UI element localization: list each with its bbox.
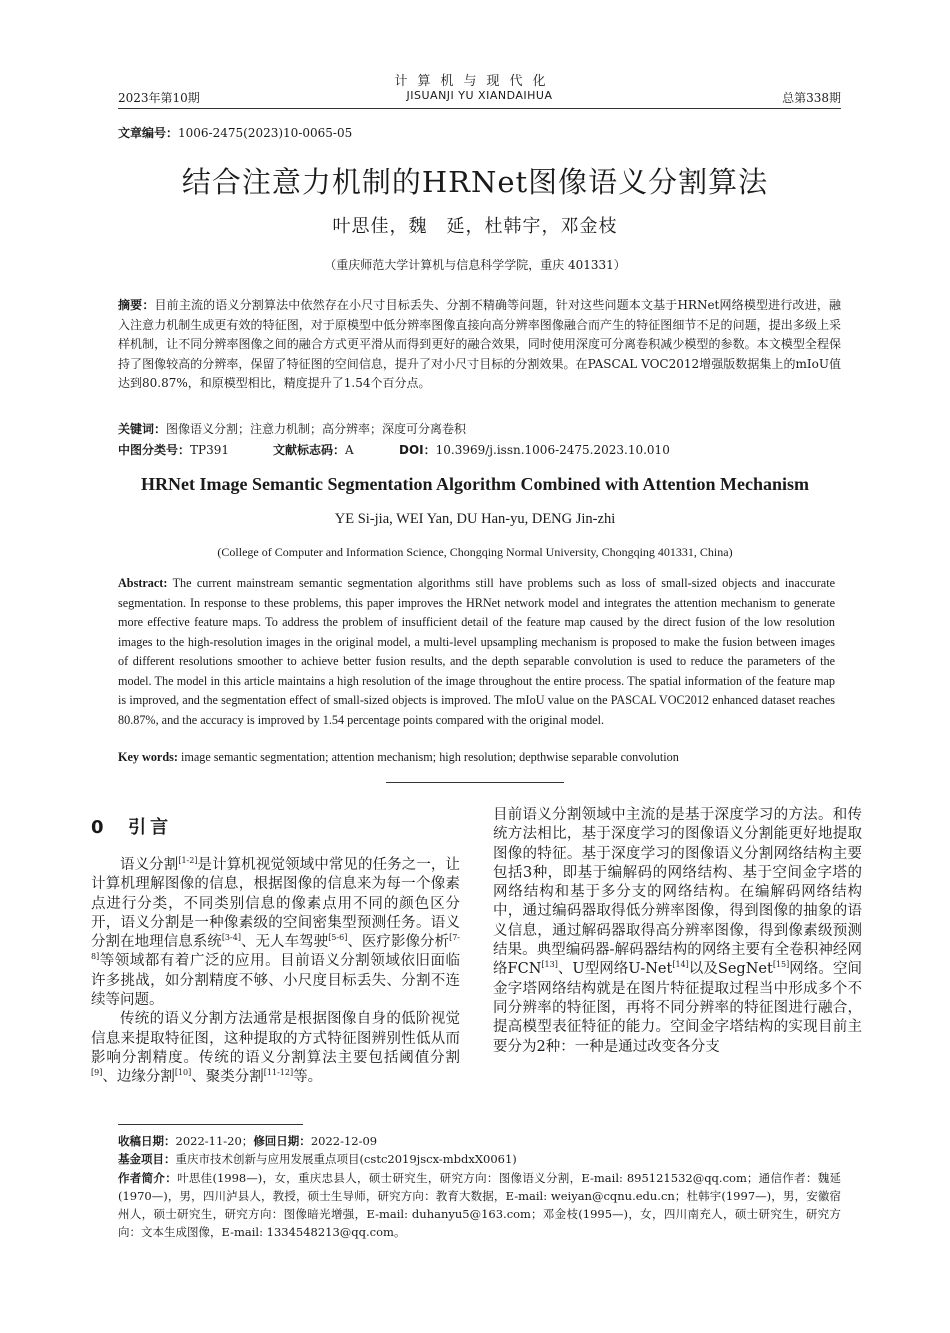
text-run: 、聚类分割 xyxy=(191,1069,264,1086)
keywords-en xyxy=(118,748,835,768)
text-run: 传统的语义分割方法通常是根据图像自身的低阶视觉信息来提取特征图，这种提取的方式特征图辨别性低从而影响分割精度。传统的语义分割算法主要包括阈值分割 xyxy=(91,1011,460,1066)
citation: [7-8] xyxy=(91,933,461,962)
doi xyxy=(399,441,670,458)
abstract-cn-text: 目前主流的语义分割算法中依然存在小尺寸目标丢失、分割不精确等问题，针对这些问题本文基于HRNet网络模型进行改进，融入注意力机制生成更有效的特征图，对于原模型中低分辨率图像直接向高分辨率图像融合而产生的特征图细节不足的问题，提出多级上采样机制，让不同分辨率图像之间的融合方式更平滑从而得到更好的融合效果，同时使用深度可分离卷积减少模型的参数。本文模型全程保持了图像较高的分辨率，保留了特征图的空间信息，提升了对小尺寸目标的分割效果。在PASCAL VOC2012增强版数据集上的mIoU值达到80.87%，和原模型相比，精度提升了1.54个百分点。 xyxy=(118,298,841,390)
revised-label: 修回日期： xyxy=(253,1134,311,1148)
abstract-en-label: Abstract: xyxy=(118,576,168,590)
paragraph-2 xyxy=(91,1010,460,1087)
footnote-fund xyxy=(118,1150,841,1168)
citation: [5-6] xyxy=(328,933,348,943)
citation: [3-4] xyxy=(221,933,241,943)
text-run: 语义分割 xyxy=(120,857,179,873)
section-divider xyxy=(386,782,564,783)
issue-label: 2023年第10期 xyxy=(118,91,200,105)
keywords-en-text: image semantic segmentation; attention mechanism; high resolution; depthwise separable convolution xyxy=(180,750,679,764)
text-run: 、无人车驾驶 xyxy=(240,934,329,951)
text-run: 、医疗影像分析 xyxy=(347,934,450,951)
document-code-label: 文献标志码： xyxy=(273,443,346,457)
abstract-en-text: The current mainstream semantic segmentation algorithms still have problems such as loss of small-sized objects and inaccurate segmentation. In response to these problems, this paper improves the HRNet network model and integrates the attention mechanism to generate more effective feature maps. To address the problem of insufficient detail of the feature map caused by the direct fusion of the low resolution images to the high-resolution images in the original model, a multi-level upsampling mechanism is proposed to make the fusion between images of different resolutions smoother to achieve better fusion results, and the depth separable convolution is used to reduce the parameters of the model. The model in this article maintains a high resolution of the image throughout the entire process. The spatial information of the feature map is improved, and the segmentation effect of small-sized objects is improved. The mIoU value on the PASCAL VOC2012 enhanced dataset reaches 80.87%, and the accuracy is improved by 1.54 percentage points compared with the original model. xyxy=(118,576,835,727)
keywords-en-label: Key words: xyxy=(118,750,178,764)
fund-label: 基金项目： xyxy=(118,1152,176,1167)
header-divider xyxy=(118,108,841,109)
keywords-cn xyxy=(118,420,841,440)
bio-label: 作者简介： xyxy=(118,1170,178,1185)
document-code xyxy=(273,441,354,458)
text-run: 以及SegNet xyxy=(688,961,773,978)
doi-label: DOI： xyxy=(399,443,436,457)
classification-value: TP391 xyxy=(190,443,229,457)
footnotes xyxy=(118,1132,841,1242)
journal-name-cn: 计算机与现代化 xyxy=(394,74,556,89)
section-title: 引言 xyxy=(128,817,173,838)
text-run: 网络。空间金字塔网络结构就是在图片特征提取过程当中形成多个不同分辨率的特征图，再将不同分辨率的特征图进行融合，提高模型表征特征的能力。空间金字塔结构的实现目前主要分为2种：一种是通过改变各分支 xyxy=(493,961,862,1055)
abstract-cn-label: 摘要： xyxy=(118,298,155,312)
journal-name-pinyin: JISUANJI YU XIANDAIHUA xyxy=(406,89,553,102)
revised-date: 2022-12-09 xyxy=(310,1134,378,1148)
footnote-divider xyxy=(118,1124,303,1125)
document-code-value: A xyxy=(345,443,354,457)
received-date: 2022-11-20； xyxy=(175,1134,254,1148)
body-column-right xyxy=(493,806,862,1057)
section-number: 0 xyxy=(91,817,108,838)
keywords-cn-text: 图像语义分割；注意力机制；高分辨率；深度可分离卷积 xyxy=(166,422,467,436)
text-run: 、U型网络U-Net xyxy=(557,961,673,978)
abstract-en xyxy=(118,574,835,730)
body-column-left xyxy=(91,806,460,1088)
bio-text: 叶思佳(1998—)，女，重庆忠县人，硕士研究生，研究方向：图像语义分割，E-mail: 895121532@qq.com；通信作者：魏延(1970—)，男，四川泸县人，教授，硕士生导师，研究方向：教育大数据，E-mail: weiyan@cqnu.edu.cn；杜韩宇(1997—)，男，安徽宿州人，硕士研究生，研究方向：图像暗光增强，E-mail: duhanyu5@163.com；邓金枝(1995—)，女，四川南充人，硕士研究生，研究方向：文本生成图像，E-mail: 1334548213@qq.com。 xyxy=(118,1170,842,1240)
paper-title-en: HRNet Image Semantic Segmentation Algorithm Combined with Attention Mechanism xyxy=(141,474,809,494)
received-label: 收稿日期： xyxy=(118,1134,176,1148)
doi-value: 10.3969/j.issn.1006-2475.2023.10.010 xyxy=(435,443,670,457)
text-run: 、边缘分割 xyxy=(102,1069,175,1086)
classification-number xyxy=(118,441,229,458)
citation: [14] xyxy=(672,960,689,970)
abstract-cn xyxy=(118,296,841,394)
paper-title-cn: 结合注意力机制的HRNet图像语义分割算法 xyxy=(181,165,769,199)
affiliation-en: (College of Computer and Information Science, Chongqing Normal University, Chongqing 401331, China) xyxy=(217,545,733,559)
text-run: 是计算机视觉领域中常见的任务之一，让计算机理解图像的信息，根据图像的信息来为每一个像素点进行分类，不同类别信息的像素点用不同的颜色区分开，语义分割是一种像素级的空间密集型预测任务。语义分割在地理信息系统 xyxy=(91,857,461,951)
paragraph-3 xyxy=(493,806,862,1057)
section-heading xyxy=(91,818,460,842)
text-run: 等。 xyxy=(293,1069,323,1086)
article-number xyxy=(118,124,352,141)
footnote-bio xyxy=(118,1169,841,1242)
text-run: 目前语义分割领域中主流的是基于深度学习的方法。和传统方法相比，基于深度学习的图像语义分割能更好地提取图像的特征。基于深度学习的图像语义分割网络结构主要包括3种，即基于编解码的网络结构、基于空间金字塔的网络结构和基于多分支的网络结构。在编解码网络结构中，通过编码器取得低分辨率图像，得到图像的抽象的语义信息，通过解码器取得高分辨率图像，得到像素级预测结果。典型编码器-解码器结构的网络主要有全卷积神经网络FCN xyxy=(493,807,862,978)
citation: [1-2] xyxy=(178,856,198,866)
paragraph-1 xyxy=(91,856,460,1010)
article-number-value: 1006-2475(2023)10-0065-05 xyxy=(178,126,353,140)
authors-cn: 叶思佳，魏 延，杜韩宇，邓金枝 xyxy=(332,216,618,237)
citation: [10] xyxy=(174,1068,192,1078)
article-number-label: 文章编号： xyxy=(118,126,179,140)
citation: [13] xyxy=(541,960,558,970)
affiliation-cn: （重庆师范大学计算机与信息科学学院，重庆 401331） xyxy=(324,258,626,272)
authors-en: YE Si-jia, WEI Yan, DU Han-yu, DENG Jin-zhi xyxy=(334,511,616,527)
fund-text: 重庆市技术创新与应用发展重点项目(cstc2019jscx-mbdxX0061) xyxy=(175,1152,517,1167)
citation: [9] xyxy=(91,1068,103,1078)
keywords-cn-label: 关键词： xyxy=(118,422,167,436)
total-issue-label: 总第338期 xyxy=(782,91,841,105)
text-run: 等领域都有着广泛的应用。目前语义分割领域依旧面临许多挑战，如分割精度不够、小尺度目标丢失、分割不连续等问题。 xyxy=(91,953,460,1009)
footnote-dates xyxy=(118,1132,841,1150)
citation: [11-12] xyxy=(263,1068,294,1078)
classification-label: 中图分类号： xyxy=(118,443,191,457)
citation: [15] xyxy=(772,960,790,970)
